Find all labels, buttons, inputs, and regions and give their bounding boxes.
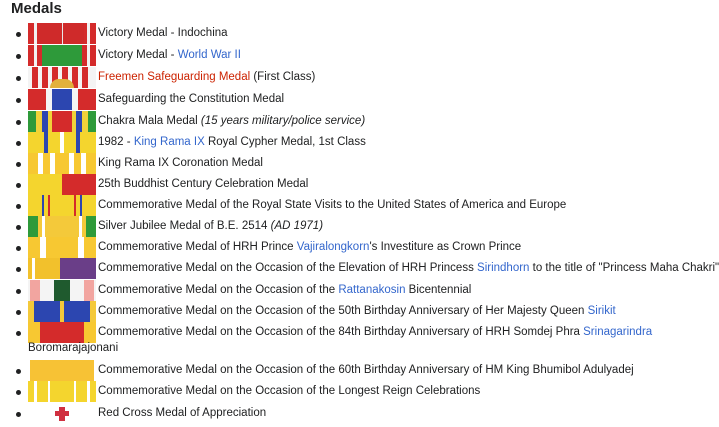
list-item: [0, 322, 687, 358]
bullet-icon: [16, 204, 21, 209]
bullet-icon: [16, 54, 21, 59]
list-item: [0, 132, 687, 153]
ribbon-bar: [28, 132, 96, 153]
medal-label: 1982 - King Rama IX Royal Cypher Medal, 1st Class: [98, 136, 366, 148]
bullet-icon: [16, 310, 21, 315]
bullet-icon: [16, 369, 21, 374]
link-freemen-safeguarding-medal[interactable]: Freemen Safeguarding Medal: [98, 71, 251, 83]
medal-label: Commemorative Medal on the Occasion of the 60th Birthday Anniversary of HM King Bhumibol Adulyadej: [98, 364, 634, 376]
bullet-icon: [16, 225, 21, 230]
medal-label: Safeguarding the Constitution Medal: [98, 93, 285, 105]
medal-label: 25th Buddhist Century Celebration Medal: [98, 178, 309, 190]
link-srinagarindra[interactable]: Srinagarindra: [583, 326, 653, 338]
list-item: [0, 258, 719, 279]
list-item: [0, 67, 687, 88]
medal-label: Red Cross Medal of Appreciation: [98, 407, 267, 419]
ribbon-bar: [28, 258, 96, 279]
list-item: [0, 23, 687, 44]
medal-label: Victory Medal - Indochina: [98, 27, 228, 39]
ribbon-bar: [28, 280, 96, 301]
ribbon-bar: [28, 174, 96, 195]
link-rattanakosin[interactable]: Rattanakosin: [338, 284, 406, 296]
list-item: [0, 174, 687, 195]
bullet-icon: [16, 267, 21, 272]
medal-label: Commemorative Medal on the Occasion of the Rattanakosin Bicentennial: [98, 284, 472, 296]
list-item: [0, 45, 687, 66]
bullet-icon: [16, 183, 21, 188]
list-item: [0, 360, 687, 381]
medal-label-continuation: Boromarajajonani: [28, 342, 119, 354]
medal-label: Chakra Mala Medal (15 years military/police service): [98, 115, 366, 127]
bullet-icon: [16, 32, 21, 37]
ribbon-bar: [28, 195, 96, 216]
ribbon-bar: [28, 381, 96, 402]
ribbon-bar: [28, 216, 96, 237]
bullet-icon: [16, 120, 21, 125]
list-item: [0, 237, 687, 258]
ribbon-bar: [28, 237, 96, 258]
medal-label: Commemorative Medal of the Royal State Visits to the United States of America and Europe: [98, 199, 567, 211]
section-title: Medals: [11, 0, 62, 17]
list-item: [0, 301, 687, 322]
bullet-icon: [16, 246, 21, 251]
medal-label: Commemorative Medal on the Occasion of the Elevation of HRH Princess Sirindhorn to the title of "Princess Maha Chakri": [98, 262, 719, 274]
list-item: [0, 403, 687, 424]
bullet-icon: [16, 412, 21, 417]
list-item: [0, 195, 687, 216]
link-vajiralongkorn[interactable]: Vajiralongkorn: [296, 241, 370, 253]
medal-label: Freemen Safeguarding Medal (First Class): [98, 71, 316, 83]
link-sirindhorn[interactable]: Sirindhorn: [477, 262, 530, 274]
bullet-icon: [16, 76, 21, 81]
ribbon-bar: [28, 45, 96, 66]
medal-label: Silver Jubilee Medal of B.E. 2514 (AD 1971): [98, 220, 324, 232]
bullet-icon: [16, 390, 21, 395]
medal-label: Commemorative Medal of HRH Prince Vajiralongkorn's Investiture as Crown Prince: [98, 241, 522, 253]
bullet-icon: [16, 141, 21, 146]
medal-label: Victory Medal - World War II: [98, 49, 241, 61]
list-item: [0, 216, 687, 237]
list-item: [0, 89, 687, 110]
medal-label: Commemorative Medal on the Occasion of the Longest Reign Celebrations: [98, 385, 481, 397]
ribbon-bar: [28, 23, 96, 44]
ribbon-bar: [28, 111, 96, 132]
bullet-icon: [16, 289, 21, 294]
medal-label: Commemorative Medal on the Occasion of the 50th Birthday Anniversary of Her Majesty Queen Sirikit: [98, 305, 616, 317]
list-item: [0, 381, 687, 402]
bullet-icon: [16, 98, 21, 103]
list-item: [0, 111, 687, 132]
list-item: [0, 280, 687, 301]
bullet-icon: [16, 162, 21, 167]
ribbon-bar: [28, 89, 96, 110]
ribbon-bar: [28, 403, 96, 424]
bullet-icon: [16, 331, 21, 336]
link-world-war-ii[interactable]: World War II: [177, 49, 241, 61]
link-king-rama-ix[interactable]: King Rama IX: [133, 136, 205, 148]
list-item: [0, 153, 687, 174]
ribbon-bar: [28, 301, 96, 322]
medal-label: King Rama IX Coronation Medal: [98, 157, 263, 169]
ribbon-bar: [28, 67, 96, 88]
ribbon-bar: [28, 322, 96, 343]
ribbon-bar: [28, 153, 96, 174]
ribbon-bar: [28, 360, 96, 381]
medal-label: Commemorative Medal on the Occasion of the 84th Birthday Anniversary of HRH Somdej Phra Srinagarindra: [98, 326, 653, 338]
link-sirikit[interactable]: Sirikit: [587, 305, 616, 317]
